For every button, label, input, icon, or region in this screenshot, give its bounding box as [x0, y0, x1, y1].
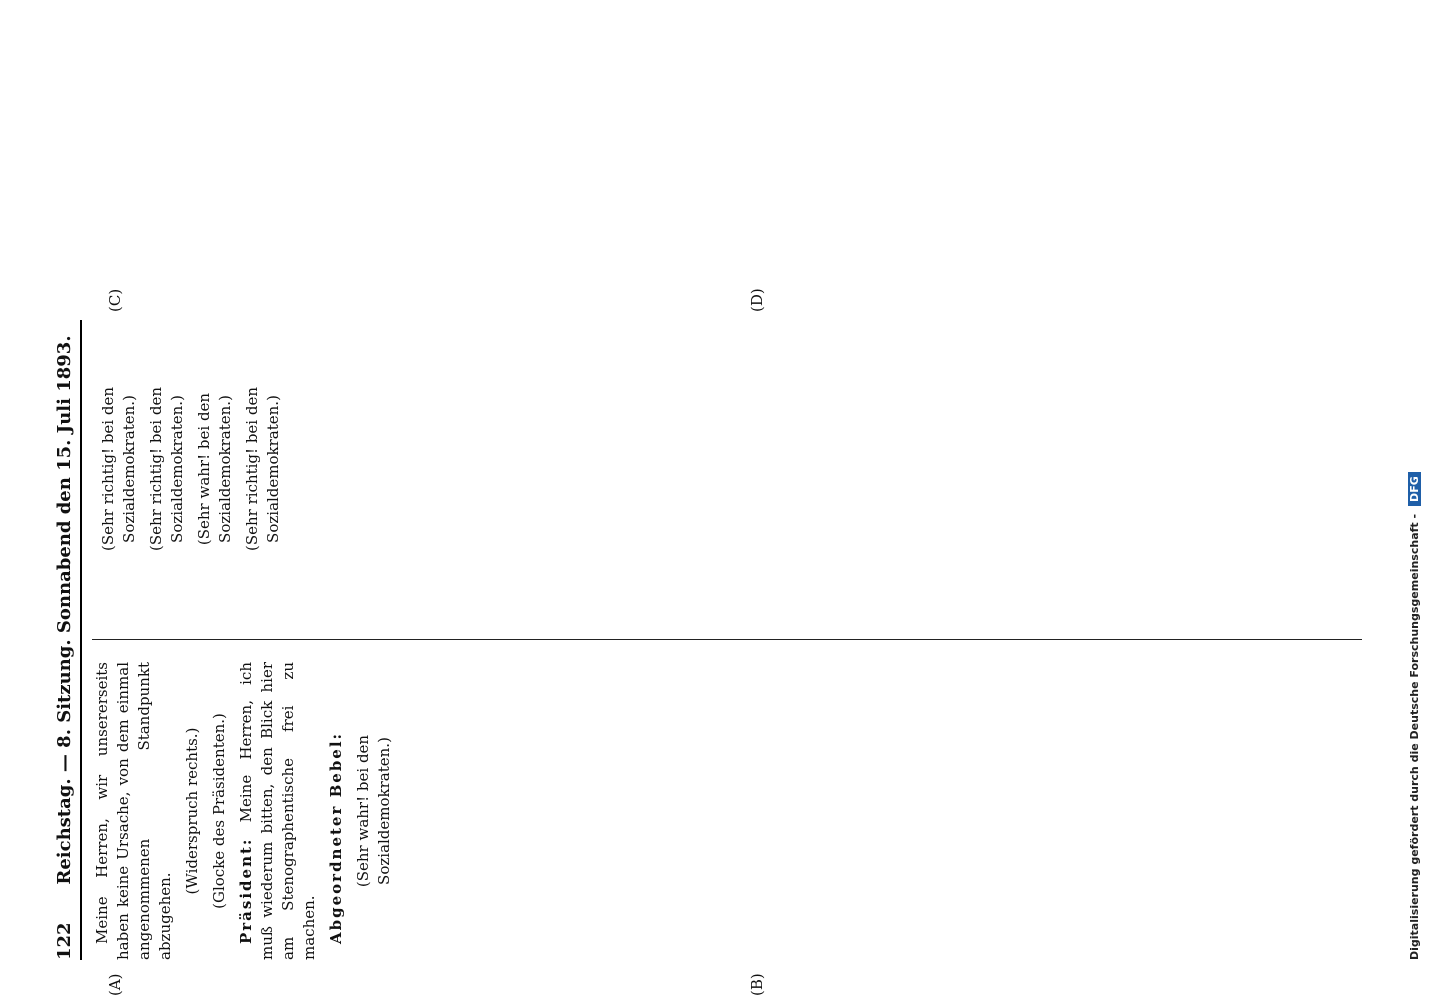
president-paragraph [236, 662, 320, 960]
digitization-text: Digitalisierung gefördert durch die Deutsche Forschungsgemeinschaft - [1408, 513, 1421, 960]
page-body [48, 288, 1378, 996]
margin-mark-b: (B) [748, 973, 766, 996]
page-header [48, 320, 82, 960]
right-column [92, 320, 1362, 618]
paragraph: Meine Herren, wir unsererseits haben keine Ursache, von dem einmal angenommenen Standpunkt abzugehen. [93, 662, 174, 960]
interjection: (Widerspruch rechts.) [183, 727, 201, 895]
column-rule [92, 639, 1362, 640]
president-text: Meine Herren, ich muß wiederum bitten, den Blick hier am Stenographentische frei zu machen. [237, 662, 318, 960]
interjection: (Glocke des Präsidenten.) [210, 713, 228, 909]
page-number: 122 [54, 922, 75, 960]
speaker-president: Präsident: [237, 837, 255, 944]
dfg-logo: DFG [1408, 472, 1421, 506]
margin-mark-a: (A) [106, 973, 124, 996]
interjection: (Sehr richtig! bei den Sozialdemokraten.) [243, 386, 282, 552]
digitization-note [1408, 40, 1432, 960]
digitization-footer [1388, 40, 1428, 960]
interjection: (Sehr richtig! bei den Sozialdemokraten.) [99, 386, 138, 552]
margin-mark-c: (C) [106, 288, 124, 312]
interjection: (Sehr richtig! bei den Sozialdemokraten.) [147, 386, 186, 552]
speaker-paragraph [326, 662, 347, 960]
speaker-bebel: Abgeordneter Bebel: [327, 731, 345, 944]
left-column [92, 662, 1362, 960]
margin-mark-d: (D) [748, 288, 766, 312]
running-title: Reichstag. — 8. Sitzung. Sonnabend den 15. Juli 1893. [54, 335, 75, 885]
interjection: (Sehr wahr! bei den Sozialdemokraten.) [195, 392, 234, 546]
interjection: (Sehr wahr! bei den Sozialdemokraten.) [354, 734, 393, 888]
